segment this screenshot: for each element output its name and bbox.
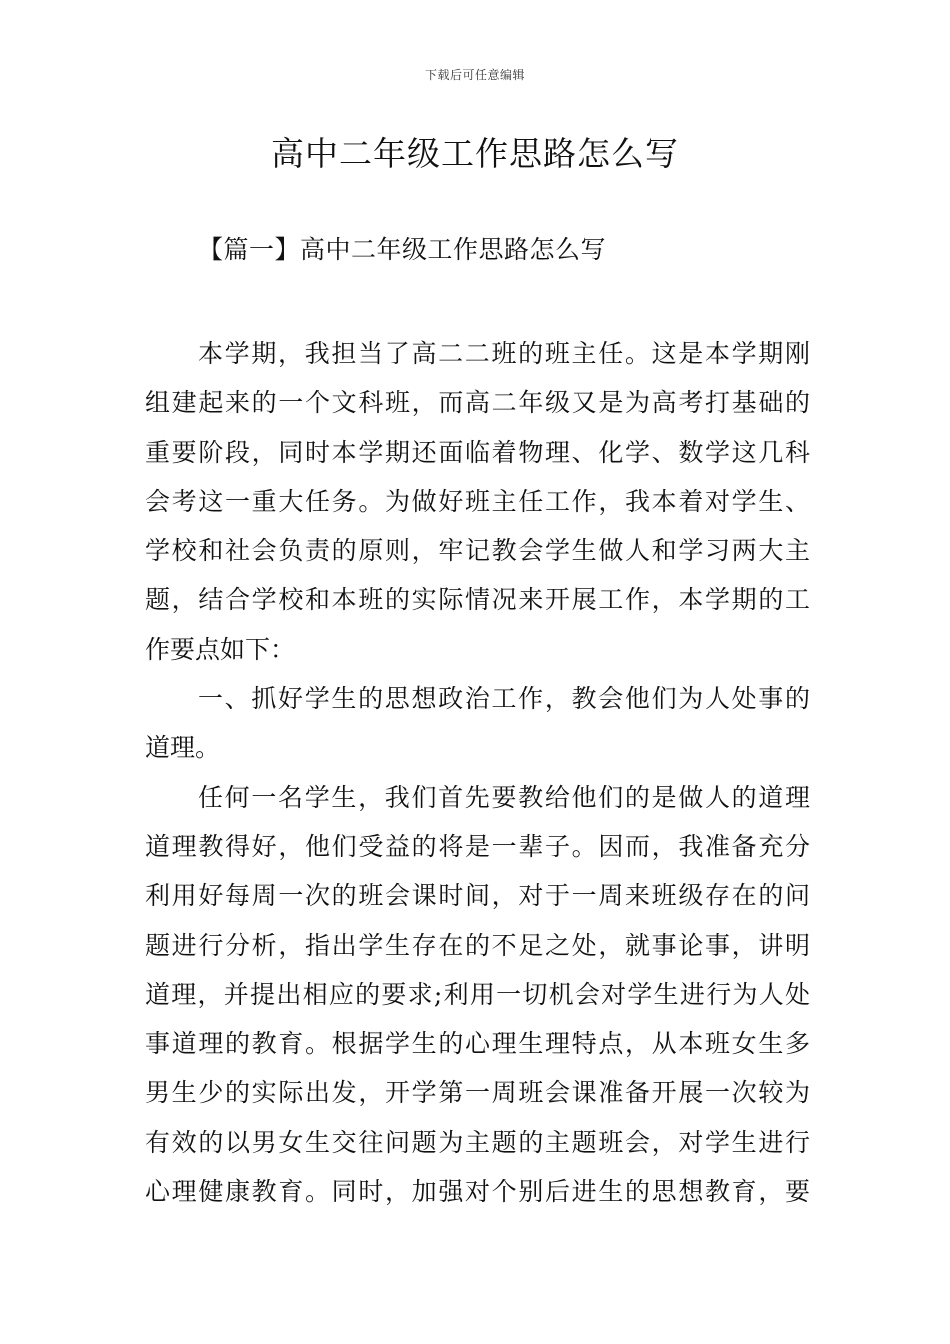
paragraph-line: 会考这一重大任务。为做好班主任工作，我本着对学生、 xyxy=(145,486,810,516)
paragraph-line: 有效的以男女生交往问题为主题的主题班会，对学生进行 xyxy=(145,1127,810,1157)
paragraph-line: 事道理的教育。根据学生的心理生理特点，从本班女生多 xyxy=(145,1029,810,1059)
paragraph-line: 任何一名学生，我们首先要教给他们的是做人的道理 xyxy=(198,782,810,812)
body-text xyxy=(145,329,810,1216)
paragraph-line: 作要点如下： xyxy=(145,634,296,664)
paragraph-line: 一、抓好学生的思想政治工作，教会他们为人处事的 xyxy=(198,684,810,714)
paragraph-line: 心理健康教育。同时，加强对个别后进生的思想教育，要 xyxy=(145,1177,810,1207)
paragraph-line: 题进行分析，指出学生存在的不足之处，就事论事，讲明 xyxy=(145,930,810,960)
document-title: 高中二年级工作思路怎么写 xyxy=(271,134,679,173)
paragraph-line: 组建起来的一个文科班，而高二年级又是为高考打基础的 xyxy=(145,388,810,418)
paragraph-line: 道理教得好，他们受益的将是一辈子。因而，我准备充分 xyxy=(145,831,810,861)
paragraph-line: 本学期，我担当了高二二班的班主任。这是本学期刚 xyxy=(198,339,810,368)
section-heading: 【篇一】高中二年级工作思路怎么写 xyxy=(198,235,607,264)
paragraph-line: 题，结合学校和本班的实际情况来开展工作，本学期的工 xyxy=(145,585,810,615)
header-note: 下载后可任意编辑 xyxy=(424,68,525,82)
paragraph-line: 重要阶段，同时本学期还面临着物理、化学、数学这几科 xyxy=(145,437,810,467)
paragraph-line: 学校和社会负责的原则，牢记教会学生做人和学习两大主 xyxy=(145,536,810,566)
paragraph-line: 利用好每周一次的班会课时间，对于一周来班级存在的问 xyxy=(145,881,810,911)
paragraph-line: 道理，并提出相应的要求;利用一切机会对学生进行为人处 xyxy=(145,979,810,1009)
paragraph-line: 男生少的实际出发，开学第一周班会课准备开展一次较为 xyxy=(145,1078,810,1108)
paragraph-line: 道理。 xyxy=(145,733,221,763)
